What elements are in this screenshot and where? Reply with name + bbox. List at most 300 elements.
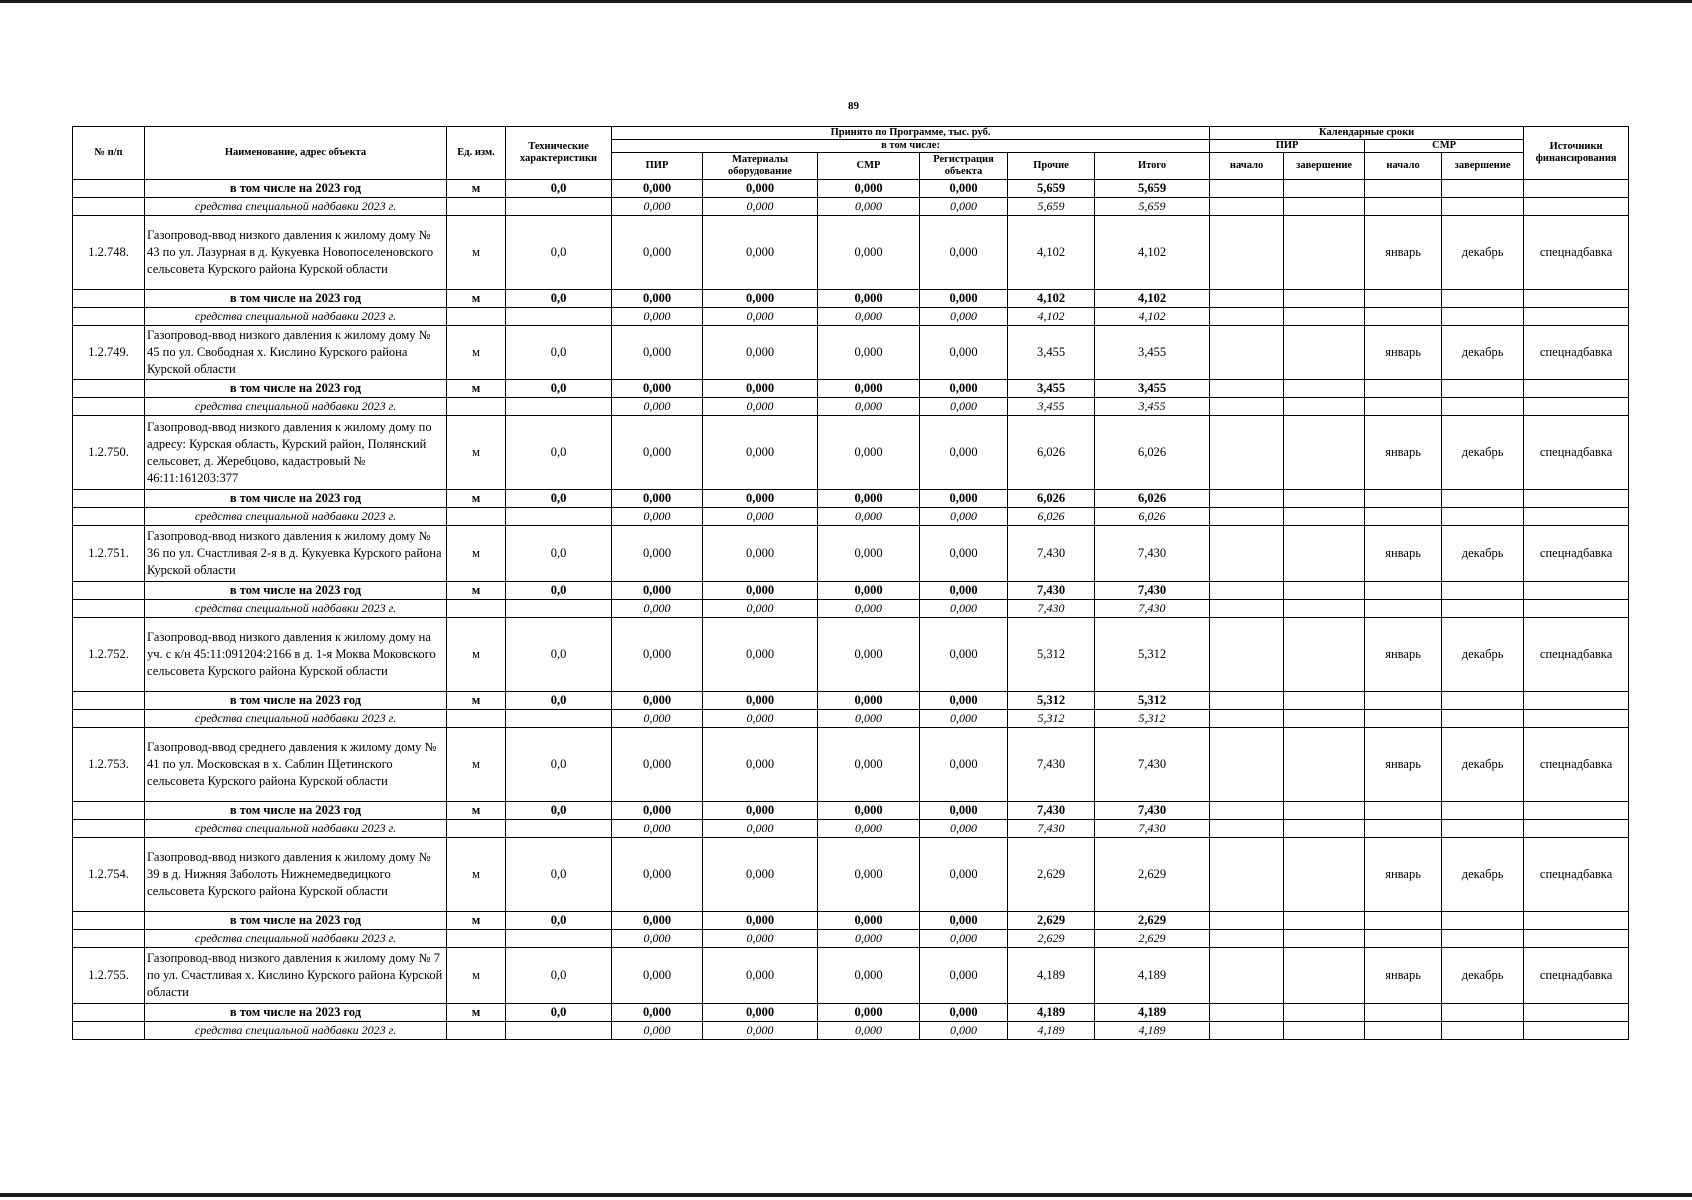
cell-total: 6,026 [1095,508,1210,526]
table-row-item [73,728,1629,802]
cell-materials: 0,000 [703,216,818,290]
cell-smr-end: декабрь [1442,618,1524,692]
cell-unit: м [447,912,506,930]
cell-registration: 0,000 [920,692,1008,710]
table-row-sub [73,380,1629,398]
cell-other: 4,102 [1008,308,1095,326]
cell-smr: 0,000 [818,508,920,526]
cell-other: 5,312 [1008,710,1095,728]
cell-total: 4,189 [1095,1004,1210,1022]
cell-other: 7,430 [1008,526,1095,582]
cell-pir: 0,000 [612,416,703,490]
cell-source: спецнадбавка [1524,728,1629,802]
cell-smr: 0,000 [818,290,920,308]
cell-pir: 0,000 [612,802,703,820]
table-row-sub [73,490,1629,508]
cell-registration: 0,000 [920,180,1008,198]
cell-registration: 0,000 [920,582,1008,600]
cell-tech: 0,0 [506,490,612,508]
cell-smr: 0,000 [818,490,920,508]
spec-label: средства специальной надбавки 2023 г. [145,710,447,728]
cell-registration: 0,000 [920,710,1008,728]
cell-pir: 0,000 [612,526,703,582]
cell-smr-start: январь [1365,948,1442,1004]
cell-smr-start: январь [1365,526,1442,582]
cell-smr: 0,000 [818,948,920,1004]
cell-pir: 0,000 [612,600,703,618]
header-num: № п/п [73,127,145,180]
item-name: Газопровод-ввод низкого давления к жилому дому на уч. с к/н 45:11:091204:2166 в д. 1-я Моква Моковского сельсовета Курского района Курской области [145,618,447,692]
cell-registration: 0,000 [920,600,1008,618]
sub-label: в том числе на 2023 год [145,380,447,398]
cell-pir: 0,000 [612,618,703,692]
cell-materials: 0,000 [703,1022,818,1040]
cell-registration: 0,000 [920,508,1008,526]
cell-smr-end: декабрь [1442,326,1524,380]
cell-smr: 0,000 [818,1022,920,1040]
program-table [72,126,1629,1040]
cell-smr-start: январь [1365,216,1442,290]
cell-smr: 0,000 [818,618,920,692]
header-unit: Ед. изм. [447,127,506,180]
cell-unit: м [447,618,506,692]
cell-registration: 0,000 [920,380,1008,398]
header-materials: Материалы оборудование [703,153,818,180]
cell-registration: 0,000 [920,216,1008,290]
cell-source: спецнадбавка [1524,526,1629,582]
cell-tech: 0,0 [506,416,612,490]
cell-total: 7,430 [1095,582,1210,600]
cell-other: 4,189 [1008,948,1095,1004]
cell-materials: 0,000 [703,180,818,198]
cell-materials: 0,000 [703,692,818,710]
cell-pir: 0,000 [612,728,703,802]
cell-smr: 0,000 [818,380,920,398]
cell-smr-start: январь [1365,326,1442,380]
cell-smr: 0,000 [818,1004,920,1022]
cell-tech: 0,0 [506,526,612,582]
cell-registration: 0,000 [920,618,1008,692]
cell-pir: 0,000 [612,1004,703,1022]
cell-total: 4,102 [1095,308,1210,326]
header-tech: Технические характеристики [506,127,612,180]
spec-label: средства специальной надбавки 2023 г. [145,600,447,618]
cell-source: спецнадбавка [1524,838,1629,912]
cell-tech: 0,0 [506,216,612,290]
cell-smr-end: декабрь [1442,948,1524,1004]
cell-materials: 0,000 [703,582,818,600]
cell-total: 7,430 [1095,802,1210,820]
sub-label: в том числе на 2023 год [145,1004,447,1022]
table-row-item [73,326,1629,380]
cell-materials: 0,000 [703,912,818,930]
header-sources: Источники финансирования [1524,127,1629,180]
table-row-sub [73,1004,1629,1022]
table-row-item [73,526,1629,582]
table-row-sub [73,912,1629,930]
item-name: Газопровод-ввод низкого давления к жилому дому № 7 по ул. Счастливая х. Кислино Курского района Курской области [145,948,447,1004]
cell-total: 7,430 [1095,526,1210,582]
spec-label: средства специальной надбавки 2023 г. [145,398,447,416]
header-pir: ПИР [612,153,703,180]
header-name: Наименование, адрес объекта [145,127,447,180]
spec-label: средства специальной надбавки 2023 г. [145,198,447,216]
cell-materials: 0,000 [703,380,818,398]
cell-smr-end: декабрь [1442,416,1524,490]
cell-tech: 0,0 [506,802,612,820]
cell-other: 2,629 [1008,838,1095,912]
cell-unit: м [447,526,506,582]
cell-total: 7,430 [1095,600,1210,618]
cell-other: 7,430 [1008,820,1095,838]
cell-registration: 0,000 [920,526,1008,582]
cell-total: 2,629 [1095,930,1210,948]
cell-materials: 0,000 [703,948,818,1004]
cell-registration: 0,000 [920,416,1008,490]
cell-total: 5,312 [1095,692,1210,710]
item-name: Газопровод-ввод среднего давления к жилому дому № 41 по ул. Московская в х. Саблин Щетинского сельсовета Курского района Курской области [145,728,447,802]
cell-smr-end: декабрь [1442,838,1524,912]
cell-registration: 0,000 [920,326,1008,380]
cell-smr: 0,000 [818,820,920,838]
table-row-item [73,416,1629,490]
cell-pir: 0,000 [612,290,703,308]
cell-materials: 0,000 [703,508,818,526]
cell-pir: 0,000 [612,582,703,600]
header-including: в том числе: [612,140,1210,153]
cell-smr-start: январь [1365,728,1442,802]
spec-label: средства специальной надбавки 2023 г. [145,308,447,326]
cell-pir: 0,000 [612,508,703,526]
cell-smr-end: декабрь [1442,216,1524,290]
cell-total: 5,312 [1095,618,1210,692]
header-total: Итого [1095,153,1210,180]
header-smr-end: завершение [1442,153,1524,180]
header-smr-start: начало [1365,153,1442,180]
cell-source: спецнадбавка [1524,326,1629,380]
cell-total: 7,430 [1095,820,1210,838]
table-row-sub [73,802,1629,820]
item-number: 1.2.749. [73,326,145,380]
cell-other: 4,189 [1008,1022,1095,1040]
table-row-item [73,838,1629,912]
cell-other: 3,455 [1008,326,1095,380]
spec-label: средства специальной надбавки 2023 г. [145,930,447,948]
header-smr: СМР [818,153,920,180]
item-number: 1.2.750. [73,416,145,490]
cell-other: 7,430 [1008,802,1095,820]
header-pir-end: завершение [1284,153,1365,180]
cell-unit: м [447,582,506,600]
item-number: 1.2.752. [73,618,145,692]
cell-materials: 0,000 [703,728,818,802]
cell-materials: 0,000 [703,490,818,508]
header-registration: Регистрация объекта [920,153,1008,180]
cell-unit: м [447,1004,506,1022]
cell-unit: м [447,838,506,912]
cell-smr: 0,000 [818,526,920,582]
table-row-sub [73,290,1629,308]
cell-smr-end: декабрь [1442,728,1524,802]
header-cal-smr: СМР [1365,140,1524,153]
cell-smr: 0,000 [818,582,920,600]
cell-other: 5,659 [1008,198,1095,216]
cell-smr: 0,000 [818,912,920,930]
cell-pir: 0,000 [612,692,703,710]
cell-smr: 0,000 [818,838,920,912]
cell-total: 4,189 [1095,1022,1210,1040]
cell-total: 7,430 [1095,728,1210,802]
cell-tech: 0,0 [506,728,612,802]
cell-materials: 0,000 [703,416,818,490]
table-body [73,180,1629,1040]
cell-other: 7,430 [1008,600,1095,618]
cell-materials: 0,000 [703,526,818,582]
cell-unit: м [447,728,506,802]
table-row-top-sub [73,180,1629,198]
sub-label: в том числе на 2023 год [145,180,447,198]
cell-tech: 0,0 [506,618,612,692]
cell-other: 6,026 [1008,416,1095,490]
cell-registration: 0,000 [920,1004,1008,1022]
cell-unit: м [447,290,506,308]
cell-unit: м [447,416,506,490]
item-number: 1.2.755. [73,948,145,1004]
cell-total: 2,629 [1095,912,1210,930]
cell-registration: 0,000 [920,838,1008,912]
cell-smr-end: декабрь [1442,526,1524,582]
table-row-sub [73,692,1629,710]
cell-smr: 0,000 [818,198,920,216]
cell-tech: 0,0 [506,1004,612,1022]
cell-tech: 0,0 [506,912,612,930]
cell-smr: 0,000 [818,416,920,490]
cell-smr: 0,000 [818,600,920,618]
cell-materials: 0,000 [703,198,818,216]
cell-materials: 0,000 [703,326,818,380]
spec-label: средства специальной надбавки 2023 г. [145,508,447,526]
cell-materials: 0,000 [703,820,818,838]
cell-pir: 0,000 [612,180,703,198]
cell-tech: 0,0 [506,290,612,308]
cell-pir: 0,000 [612,216,703,290]
cell-source: спецнадбавка [1524,948,1629,1004]
table-row-item [73,216,1629,290]
cell-pir: 0,000 [612,380,703,398]
cell-pir: 0,000 [612,710,703,728]
cell-source: спецнадбавка [1524,216,1629,290]
cell-smr-start: январь [1365,416,1442,490]
cell-total: 6,026 [1095,490,1210,508]
cell-tech: 0,0 [506,948,612,1004]
cell-materials: 0,000 [703,838,818,912]
cell-registration: 0,000 [920,308,1008,326]
table-row-spec [73,930,1629,948]
cell-source: спецнадбавка [1524,618,1629,692]
table-row-spec [73,398,1629,416]
cell-unit: м [447,380,506,398]
cell-smr-start: январь [1365,838,1442,912]
item-number: 1.2.748. [73,216,145,290]
cell-pir: 0,000 [612,838,703,912]
cell-materials: 0,000 [703,290,818,308]
cell-other: 6,026 [1008,490,1095,508]
cell-materials: 0,000 [703,308,818,326]
item-number: 1.2.754. [73,838,145,912]
cell-other: 5,659 [1008,180,1095,198]
cell-materials: 0,000 [703,1004,818,1022]
header-calendar: Календарные сроки [1210,127,1524,140]
cell-smr: 0,000 [818,930,920,948]
cell-total: 4,102 [1095,216,1210,290]
cell-registration: 0,000 [920,802,1008,820]
cell-other: 4,102 [1008,216,1095,290]
cell-total: 5,659 [1095,180,1210,198]
cell-smr: 0,000 [818,802,920,820]
item-name: Газопровод-ввод низкого давления к жилому дому № 39 в д. Нижняя Заболоть Нижнемедведицкого сельсовета Курского района Курской области [145,838,447,912]
cell-registration: 0,000 [920,728,1008,802]
table-header [73,127,1629,180]
item-number: 1.2.751. [73,526,145,582]
table-row-top-spec [73,198,1629,216]
cell-smr-start: январь [1365,618,1442,692]
sub-label: в том числе на 2023 год [145,290,447,308]
cell-total: 3,455 [1095,398,1210,416]
table-row-spec [73,308,1629,326]
cell-total: 3,455 [1095,380,1210,398]
cell-pir: 0,000 [612,490,703,508]
cell-registration: 0,000 [920,912,1008,930]
cell-pir: 0,000 [612,930,703,948]
cell-materials: 0,000 [703,618,818,692]
cell-other: 5,312 [1008,692,1095,710]
cell-unit: м [447,216,506,290]
cell-registration: 0,000 [920,290,1008,308]
scan-bottom-border [0,1193,1692,1197]
table-row-spec [73,508,1629,526]
table-row-spec [73,1022,1629,1040]
table-row-item [73,618,1629,692]
cell-other: 2,629 [1008,930,1095,948]
cell-tech: 0,0 [506,838,612,912]
cell-registration: 0,000 [920,930,1008,948]
cell-materials: 0,000 [703,398,818,416]
cell-total: 3,455 [1095,326,1210,380]
spec-label: средства специальной надбавки 2023 г. [145,820,447,838]
cell-registration: 0,000 [920,820,1008,838]
cell-pir: 0,000 [612,198,703,216]
item-number: 1.2.753. [73,728,145,802]
cell-unit: м [447,692,506,710]
table-row-spec [73,820,1629,838]
item-name: Газопровод-ввод низкого давления к жилому дому по адресу: Курская область, Курский район, Полянский сельсовет, д. Жеребцово, кадастровый № 46:11:161203:377 [145,416,447,490]
item-name: Газопровод-ввод низкого давления к жилому дому № 36 по ул. Счастливая 2-я в д. Кукуевка Курского района Курской области [145,526,447,582]
table-row-item [73,948,1629,1004]
header-other: Прочие [1008,153,1095,180]
cell-tech: 0,0 [506,180,612,198]
cell-total: 5,312 [1095,710,1210,728]
sub-label: в том числе на 2023 год [145,802,447,820]
cell-smr: 0,000 [818,692,920,710]
cell-pir: 0,000 [612,948,703,1004]
cell-smr: 0,000 [818,180,920,198]
cell-unit: м [447,802,506,820]
sub-label: в том числе на 2023 год [145,912,447,930]
cell-other: 4,189 [1008,1004,1095,1022]
cell-other: 3,455 [1008,398,1095,416]
cell-total: 4,102 [1095,290,1210,308]
cell-materials: 0,000 [703,600,818,618]
cell-unit: м [447,948,506,1004]
cell-other: 7,430 [1008,582,1095,600]
cell-smr: 0,000 [818,398,920,416]
cell-pir: 0,000 [612,326,703,380]
cell-total: 2,629 [1095,838,1210,912]
cell-total: 5,659 [1095,198,1210,216]
sub-label: в том числе на 2023 год [145,692,447,710]
page-number: 89 [848,100,859,112]
cell-source: спецнадбавка [1524,416,1629,490]
sub-label: в том числе на 2023 год [145,490,447,508]
cell-tech: 0,0 [506,582,612,600]
spec-label: средства специальной надбавки 2023 г. [145,1022,447,1040]
table-row-spec [73,710,1629,728]
cell-unit: м [447,326,506,380]
cell-pir: 0,000 [612,912,703,930]
cell-pir: 0,000 [612,398,703,416]
sub-label: в том числе на 2023 год [145,582,447,600]
cell-pir: 0,000 [612,1022,703,1040]
table-row-spec [73,600,1629,618]
cell-pir: 0,000 [612,820,703,838]
cell-smr: 0,000 [818,326,920,380]
cell-materials: 0,000 [703,710,818,728]
cell-registration: 0,000 [920,948,1008,1004]
cell-registration: 0,000 [920,490,1008,508]
cell-materials: 0,000 [703,930,818,948]
header-pir-start: начало [1210,153,1284,180]
cell-unit: м [447,490,506,508]
cell-registration: 0,000 [920,1022,1008,1040]
cell-registration: 0,000 [920,198,1008,216]
header-accepted: Принято по Программе, тыс. руб. [612,127,1210,140]
cell-smr: 0,000 [818,728,920,802]
item-name: Газопровод-ввод низкого давления к жилому дому № 45 по ул. Свободная х. Кислино Курского района Курской области [145,326,447,380]
cell-other: 3,455 [1008,380,1095,398]
cell-other: 2,629 [1008,912,1095,930]
header-cal-pir: ПИР [1210,140,1365,153]
cell-smr: 0,000 [818,216,920,290]
cell-tech: 0,0 [506,692,612,710]
cell-materials: 0,000 [703,802,818,820]
cell-pir: 0,000 [612,308,703,326]
item-name: Газопровод-ввод низкого давления к жилому дому № 43 по ул. Лазурная в д. Кукуевка Новопоселеновского сельсовета Курского района Курской области [145,216,447,290]
cell-other: 4,102 [1008,290,1095,308]
cell-other: 7,430 [1008,728,1095,802]
scan-top-border [0,0,1692,3]
cell-unit: м [447,180,506,198]
cell-other: 6,026 [1008,508,1095,526]
cell-other: 5,312 [1008,618,1095,692]
cell-registration: 0,000 [920,398,1008,416]
cell-tech: 0,0 [506,380,612,398]
cell-smr: 0,000 [818,308,920,326]
cell-total: 6,026 [1095,416,1210,490]
cell-tech: 0,0 [506,326,612,380]
cell-smr: 0,000 [818,710,920,728]
table-row-sub [73,582,1629,600]
cell-total: 4,189 [1095,948,1210,1004]
